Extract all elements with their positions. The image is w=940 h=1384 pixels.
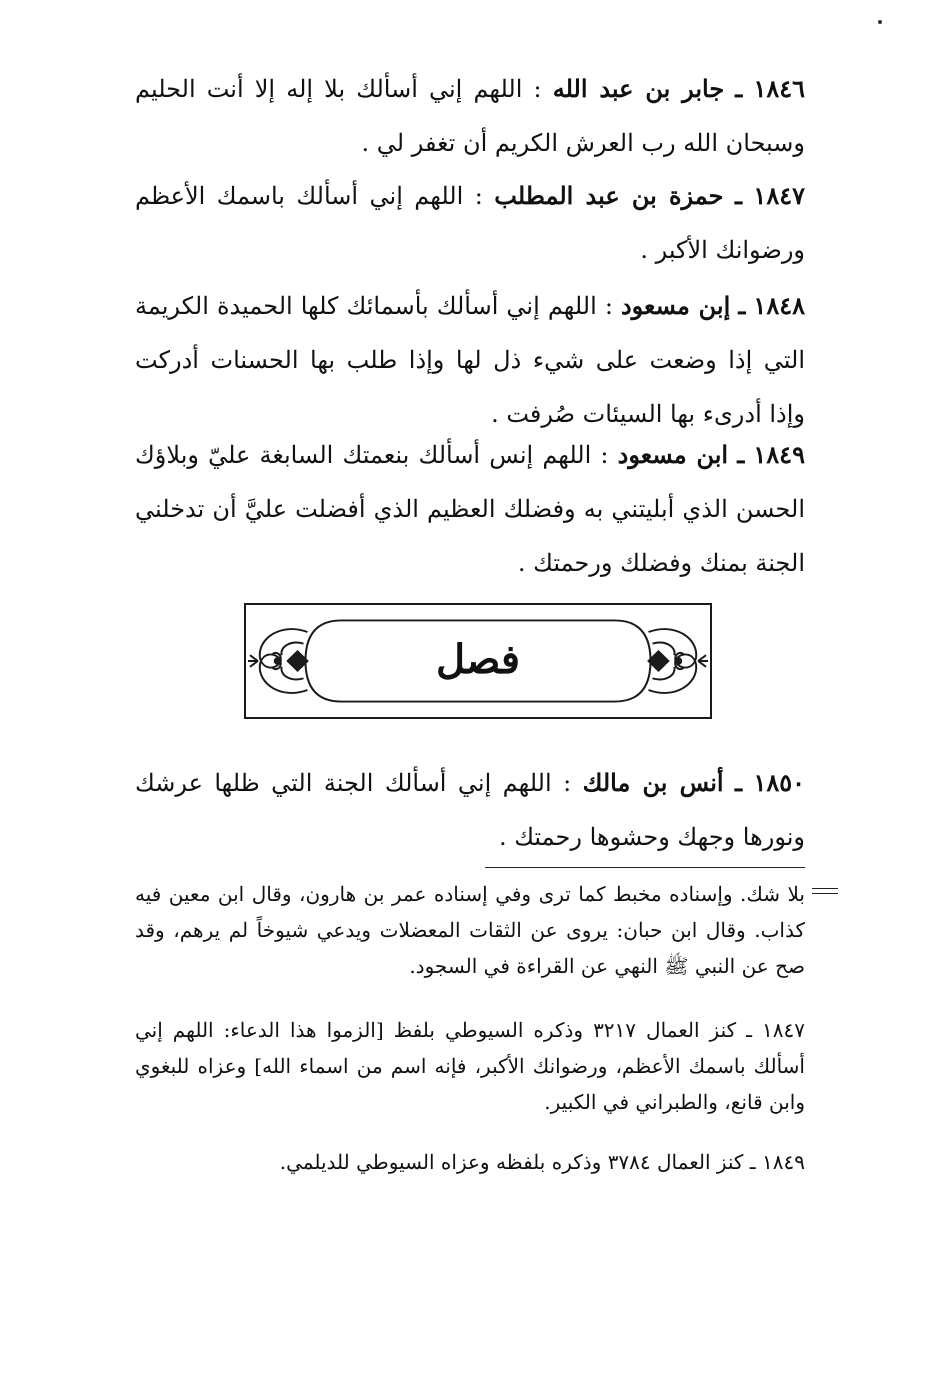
entry-1850 bbox=[135, 756, 805, 864]
entry-number: ١٨٤٨ bbox=[753, 291, 805, 320]
narrator-name: أنس بن مالك bbox=[582, 768, 724, 797]
entry-text: اللهم إني أسألك بلا إله إلا أنت الحليم وسبحان الله رب العرش الكريم أن تغفر لي . bbox=[135, 75, 805, 157]
entry-text: اللهم إني أسألك الجنة التي ظلها عرشك ونورها وجهك وحشوها رحمتك . bbox=[135, 769, 805, 851]
entry-1848 bbox=[135, 279, 805, 441]
entry-1846 bbox=[135, 62, 805, 170]
entry-colon: : bbox=[563, 769, 572, 797]
entry-colon: : bbox=[604, 292, 613, 320]
narrator-name: ابن مسعود bbox=[617, 440, 729, 469]
entry-text: اللهم إنس أسألك بنعمتك السابغة عليّ وبلاؤك الحسن الذي أبليتني به وفضلك العظيم الذي أفضلت عليَّ أن تدخلني الجنة بمنك وفضلك ورحمتك . bbox=[135, 441, 806, 577]
narrator-name: جابر بن عبد الله bbox=[552, 74, 725, 103]
entry-separator: ـ bbox=[734, 768, 743, 797]
entry-separator: ـ bbox=[735, 74, 743, 103]
entry-number: ١٨٥٠ bbox=[753, 768, 806, 797]
narrator-name: إبن مسعود bbox=[620, 291, 731, 320]
section-heading: فصل bbox=[435, 636, 521, 683]
entry-colon: : bbox=[533, 75, 542, 103]
continuation-mark bbox=[812, 888, 838, 900]
footnote-continued: بلا شك. وإسناده مخبط كما ترى وفي إسناده عمر بن هارون، وقال ابن معين فيه كذاب. وقال ابن حبان: يروى عن الثقات المعضلات ويدعي شيوخاً لم يرهم، وقد صح عن النبي ﷺ النهي عن القراءة في السجود. bbox=[135, 882, 805, 978]
entry-separator: ـ bbox=[738, 291, 746, 320]
entry-1847 bbox=[135, 169, 805, 277]
narrator-name: حمزة بن عبد المطلب bbox=[494, 181, 724, 210]
entry-colon: : bbox=[474, 182, 483, 210]
page-speck bbox=[878, 20, 882, 24]
entry-text: اللهم إني أسألك بأسمائك كلها الحميدة الكريمة التي إذا وضعت على شيء ذل لها وإذا طلب بها الحسنات أدركت وإذا أدرىء بها السيئات صُرفت . bbox=[135, 292, 805, 428]
section-heading-frame bbox=[244, 603, 712, 719]
footnote-1849: ١٨٤٩ ـ كنز العمال ٣٧٨٤ وذكره بلفظه وعزاه السيوطي للديلمي. bbox=[279, 1150, 805, 1174]
entry-text: اللهم إني أسألك باسمك الأعظم ورضوانك الأكبر . bbox=[135, 182, 805, 264]
entry-1849 bbox=[135, 428, 805, 590]
entry-number: ١٨٤٦ bbox=[753, 74, 805, 103]
entry-number: ١٨٤٧ bbox=[753, 181, 805, 210]
entry-colon: : bbox=[600, 441, 609, 469]
footnote-divider bbox=[485, 867, 805, 868]
entry-separator: ـ bbox=[737, 440, 745, 469]
entry-separator: ـ bbox=[734, 181, 742, 210]
footnote-1847: ١٨٤٧ ـ كنز العمال ٣٢١٧ وذكره السيوطي بلفظ [الزموا هذا الدعاء: اللهم إني أسألك باسمك الأعظم، ورضوانك الأكبر، فإنه اسم من اسماء الله] وعزاه للبغوي وابن قانع، والطبراني في الكبير. bbox=[135, 1018, 805, 1114]
entry-number: ١٨٤٩ bbox=[753, 440, 805, 469]
